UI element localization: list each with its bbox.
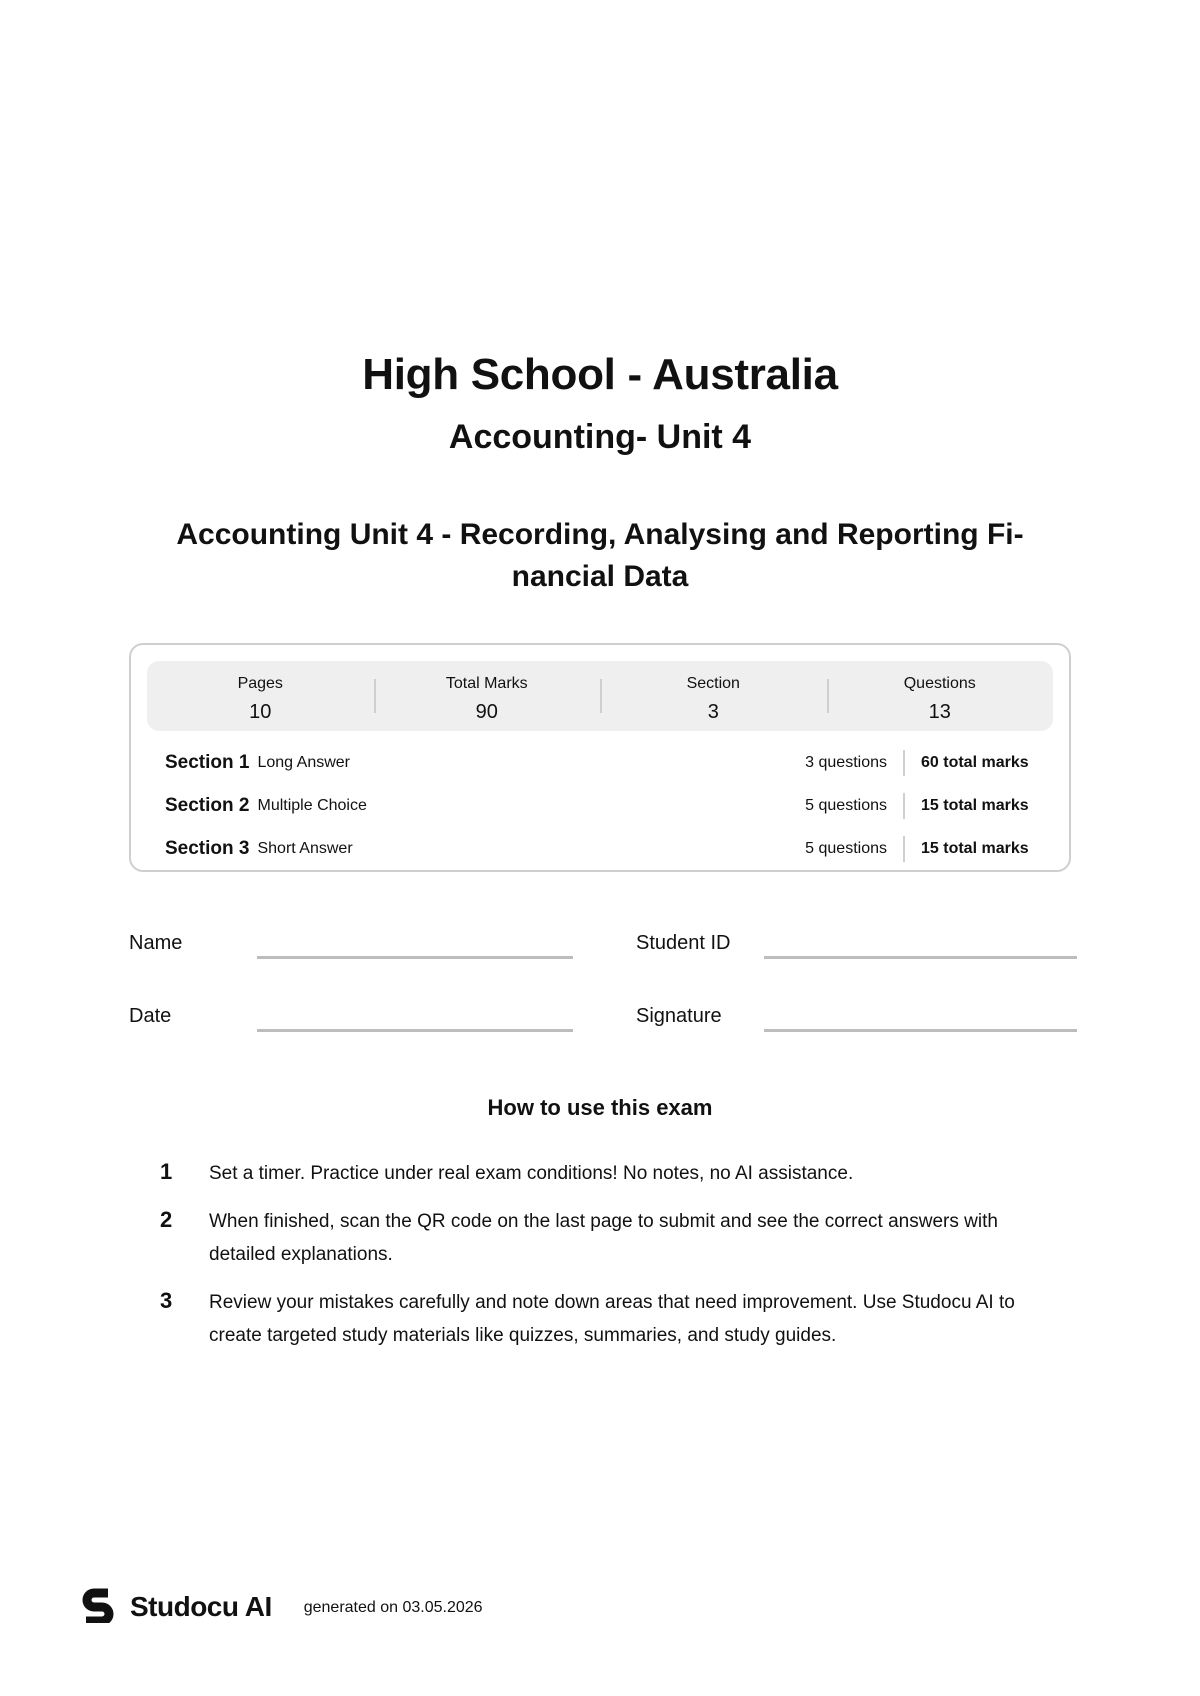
stat-label: Pages — [237, 675, 283, 692]
instructions-title: How to use this exam — [487, 1095, 713, 1120]
divider — [903, 836, 905, 862]
stat-value: 13 — [928, 701, 951, 723]
generated-date: generated on 03.05.2026 — [303, 1598, 483, 1616]
stats-bar — [147, 661, 1053, 731]
stat-value: 90 — [475, 701, 498, 723]
section-stats — [787, 750, 1051, 776]
section-type: Long Answer — [257, 754, 350, 771]
section-row-2 — [165, 791, 1051, 821]
step-text: When finished, scan the QR code on the last page to submit and see the correct answers with detailed explanations. — [209, 1211, 998, 1265]
studocu-logo-icon — [78, 1585, 118, 1628]
divider — [903, 750, 905, 776]
signature-field[interactable] — [764, 1029, 1077, 1032]
section-stats — [787, 793, 1051, 819]
student-id-label: Student ID — [636, 932, 731, 954]
stat-sections — [600, 661, 827, 731]
section-question-count: 3 questions — [805, 754, 887, 771]
section-type: Short Answer — [257, 840, 353, 857]
section-marks: 15 total marks — [921, 840, 1029, 857]
step-number: 1 — [160, 1159, 173, 1184]
step-text: Review your mistakes carefully and note down areas that need improvement. Use Studocu AI to create targeted study materials like quizzes, summaries, and study guides. — [209, 1292, 1015, 1346]
name-label: Name — [129, 932, 183, 954]
section-question-count: 5 questions — [805, 797, 887, 814]
page-title: High School - Australia — [362, 350, 838, 399]
section-name: Section 3 — [165, 838, 250, 859]
stat-value: 10 — [249, 701, 272, 723]
section-row-3 — [165, 834, 1051, 864]
stat-label: Section — [686, 675, 740, 692]
stat-total-marks — [374, 661, 601, 731]
stat-label: Total Marks — [445, 675, 528, 692]
student-id-field[interactable] — [764, 956, 1077, 959]
footer — [78, 1585, 483, 1628]
section-marks: 15 total marks — [921, 797, 1029, 814]
section-marks: 60 total marks — [921, 754, 1029, 771]
subject-title: Accounting- Unit 4 — [448, 418, 752, 456]
signature-label: Signature — [636, 1005, 722, 1027]
divider — [903, 793, 905, 819]
section-stats — [787, 836, 1051, 862]
step-number: 3 — [160, 1288, 173, 1313]
stat-value: 3 — [707, 701, 719, 723]
brand-name: Studocu AI — [130, 1590, 272, 1622]
date-label: Date — [129, 1005, 172, 1027]
section-row-1 — [165, 748, 1051, 778]
section-name: Section 1 — [165, 752, 250, 773]
section-name: Section 2 — [165, 795, 250, 816]
exam-summary-card — [129, 643, 1071, 872]
section-question-count: 5 questions — [805, 840, 887, 857]
stat-questions — [827, 661, 1054, 731]
stat-pages — [147, 661, 374, 731]
stat-label: Questions — [903, 675, 976, 692]
step-text: Set a timer. Practice under real exam conditions! No notes, no AI assistance. — [209, 1163, 854, 1184]
section-type: Multiple Choice — [257, 797, 367, 814]
name-field[interactable] — [257, 956, 573, 959]
step-number: 2 — [160, 1207, 173, 1232]
date-field[interactable] — [257, 1029, 573, 1032]
exam-title: Accounting Unit 4 - Recording, Analysing and Reporting Fi-nancial Data — [176, 518, 1024, 593]
